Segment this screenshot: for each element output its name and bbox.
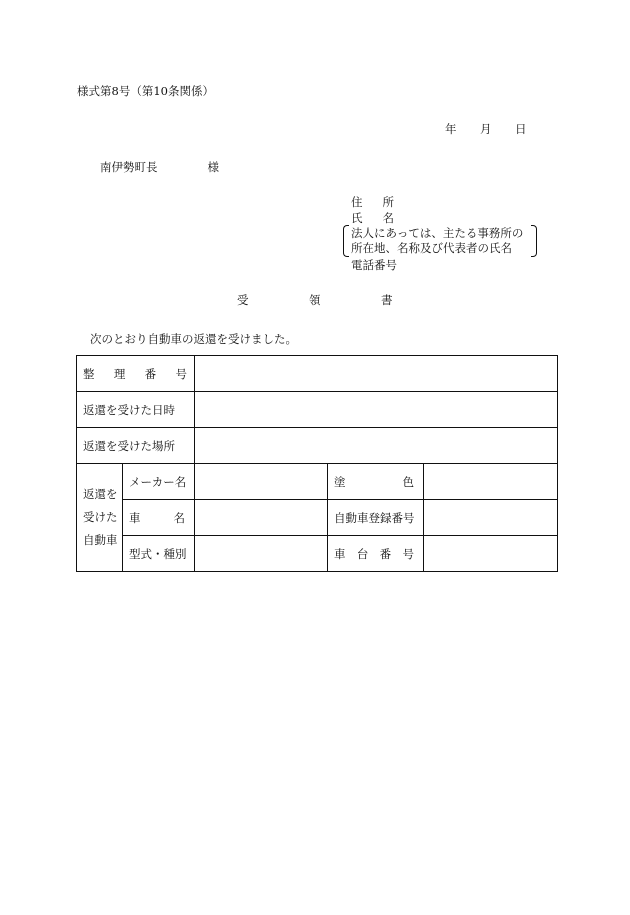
address-label-char-1: 住 (351, 195, 363, 209)
name-label-char-1: 氏 (351, 211, 363, 225)
title-char-3: 書 (381, 293, 393, 307)
vehicle-group-line-1: 返還を (83, 487, 118, 501)
chassis-label (328, 536, 424, 572)
color-label (328, 464, 424, 500)
chassis-label-char-1: 車 (334, 546, 346, 561)
corporate-note-line-2: 所在地、名称及び代表者の氏名 (351, 241, 512, 255)
date-month-label: 月 (480, 122, 492, 136)
phone-label: 電話番号 (351, 258, 397, 272)
color-label-char-2: 色 (402, 474, 414, 489)
return-date-label: 返還を受けた日時 (77, 392, 195, 428)
name-label-char-2: 名 (382, 211, 394, 225)
right-bracket (531, 225, 537, 257)
date-year-label: 年 (445, 122, 457, 136)
vehicle-group-line-3: 自動車 (83, 533, 118, 547)
name-label (351, 213, 394, 225)
title-char-1: 受 (237, 293, 249, 307)
chassis-label-char-4: 号 (402, 546, 414, 561)
vehicle-group-label (77, 464, 123, 572)
color-label-char-1: 塗 (334, 474, 346, 489)
address-label (351, 197, 394, 209)
table-row-maker (77, 464, 558, 500)
form-number: 様式第8号（第10条関係） (77, 84, 214, 98)
date-day-label: 日 (515, 122, 527, 136)
return-place-value[interactable] (195, 428, 558, 464)
table-row-car-name (77, 500, 558, 536)
chassis-value[interactable] (424, 536, 558, 572)
address-label-char-2: 所 (382, 195, 394, 209)
intro-sentence: 次のとおり自動車の返還を受けました。 (90, 332, 297, 346)
car-name-label-char-1: 車 (129, 510, 141, 525)
table-row-date (77, 392, 558, 428)
table-row-place (77, 428, 558, 464)
chassis-label-char-3: 番 (379, 546, 392, 561)
number-label-char-4: 号 (175, 366, 187, 381)
receipt-table (76, 355, 558, 572)
registration-label: 自動車登録番号 (328, 500, 424, 536)
model-value[interactable] (195, 536, 328, 572)
addressee-honorific: 様 (207, 160, 219, 174)
table-row-number (77, 356, 558, 392)
car-name-value[interactable] (195, 500, 328, 536)
title-char-2: 領 (309, 293, 321, 307)
car-name-label-char-2: 名 (173, 510, 185, 525)
vehicle-group-line-2: 受けた (83, 510, 118, 524)
return-place-label: 返還を受けた場所 (77, 428, 195, 464)
left-bracket (343, 225, 349, 257)
chassis-label-char-2: 台 (356, 546, 369, 561)
model-label: 型式・種別 (123, 536, 195, 572)
addressee (100, 162, 219, 174)
color-value[interactable] (424, 464, 558, 500)
maker-label: メーカー名 (123, 464, 195, 500)
registration-value[interactable] (424, 500, 558, 536)
car-name-label (123, 500, 195, 536)
number-value[interactable] (195, 356, 558, 392)
corporate-note-line-1: 法人にあっては、主たる事務所の (351, 226, 524, 240)
number-label-char-1: 整 (83, 366, 95, 381)
maker-value[interactable] (195, 464, 328, 500)
corporate-note (343, 225, 537, 255)
number-label-char-2: 理 (113, 366, 126, 381)
table-row-model (77, 536, 558, 572)
addressee-name: 南伊勢町長 (100, 160, 158, 174)
number-label-char-3: 番 (144, 366, 157, 381)
number-label (77, 356, 195, 392)
return-date-value[interactable] (195, 392, 558, 428)
